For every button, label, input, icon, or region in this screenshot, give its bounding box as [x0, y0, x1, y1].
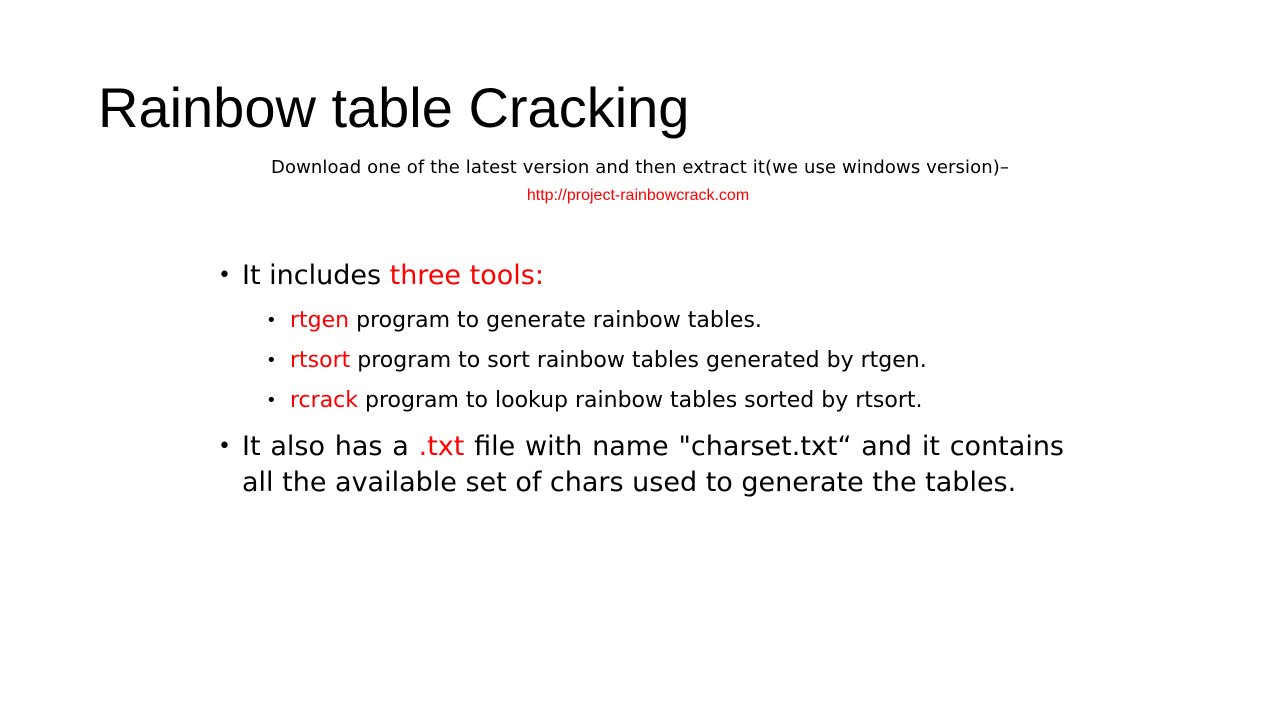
- bullet-highlight-txt: .txt: [418, 431, 465, 462]
- tool-name-rtgen: rtgen: [290, 308, 350, 333]
- bullet-dot: •: [266, 390, 277, 411]
- tool-description: program to lookup rainbow tables sorted by rtsort.: [358, 388, 923, 413]
- project-link[interactable]: http://project-rainbowcrack.com: [526, 187, 750, 204]
- bullet-dot: •: [218, 263, 231, 288]
- bullet-rtsort: [266, 347, 1064, 375]
- bullet-text-rest: file with name "charset.txt“ and it contains all the available set of chars used to generate the tables.: [242, 431, 1064, 498]
- tool-description: program to generate rainbow tables.: [349, 308, 762, 333]
- bullet-list: [218, 258, 1064, 501]
- bullet-charset: [218, 429, 1064, 501]
- bullet-rtgen: [266, 307, 1064, 335]
- bullet-rcrack: [266, 387, 1064, 415]
- bullet-highlight: three tools:: [389, 260, 544, 291]
- bullet-three-tools: [218, 258, 1064, 294]
- bullet-dot: •: [266, 310, 277, 331]
- tool-description: program to sort rainbow tables generated by rtgen.: [350, 348, 927, 373]
- download-instruction: Download one of the latest version and then extract it(we use windows version)–: [271, 157, 1009, 178]
- bullet-text: It also has a: [242, 431, 419, 462]
- bullet-dot: •: [218, 434, 231, 459]
- bullet-text: It includes: [242, 260, 390, 291]
- slide-title: Rainbow table Cracking: [98, 76, 690, 139]
- tool-name-rtsort: rtsort: [290, 348, 351, 373]
- tool-name-rcrack: rcrack: [290, 388, 359, 413]
- bullet-dot: •: [266, 350, 277, 371]
